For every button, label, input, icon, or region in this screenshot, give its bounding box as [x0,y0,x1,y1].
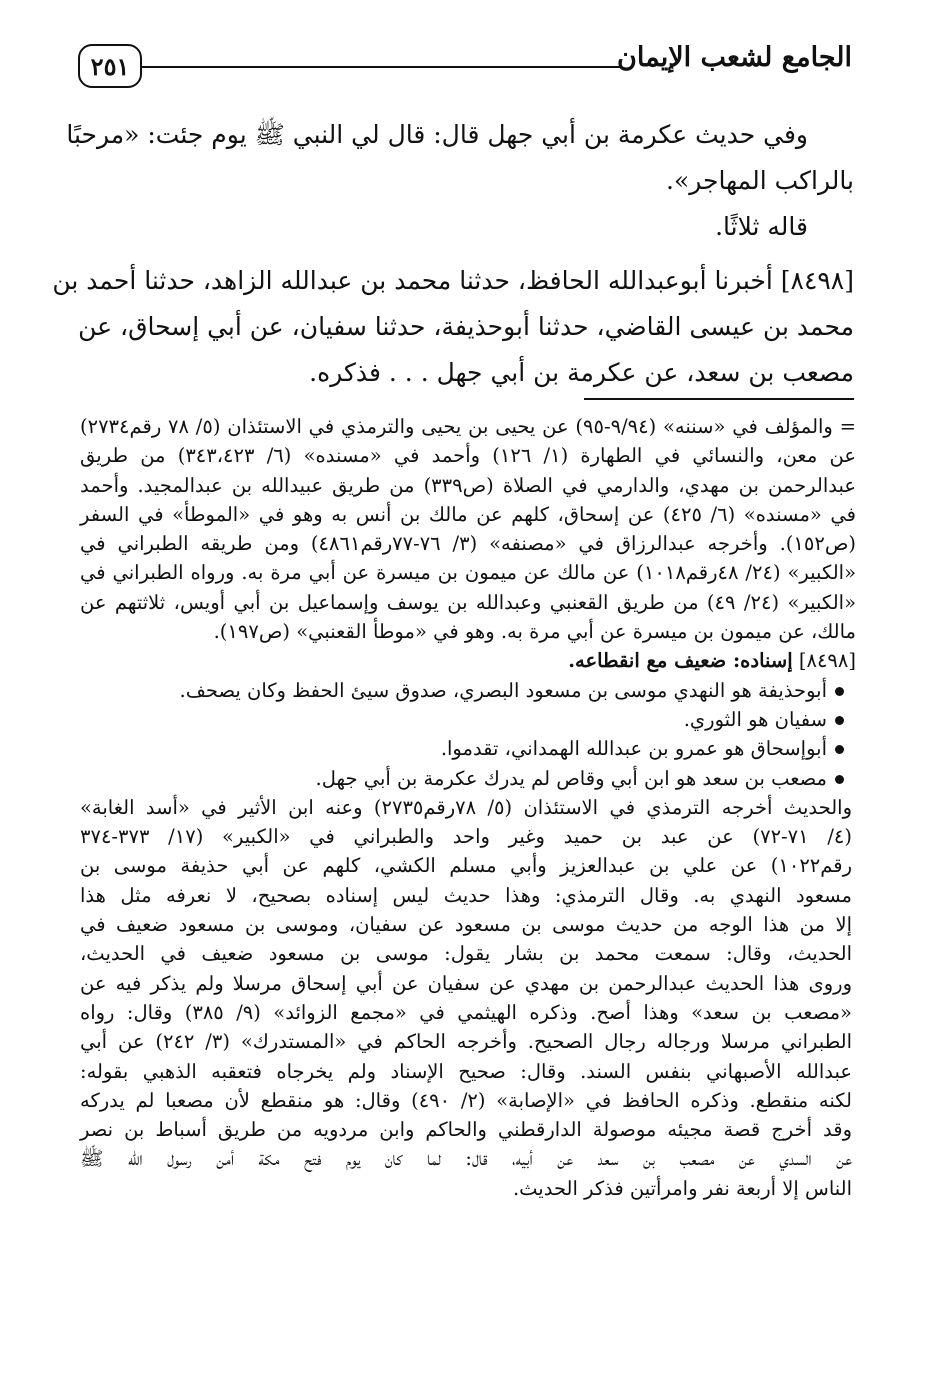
commentary-line: (٤/ ٧١-٧٢) عن عبد بن حميد وغير واحد والطبراني في «الكبير» (١٧/ ٣٧٣-٣٧٤ [80,825,852,849]
footnote-line: عبدالرحمن بن مهدي، والدارمي في الصلاة (ص٣٣٩) من طريق عبيدالله بن عبدالمجيد. وأحمد [80,473,856,497]
list-item [80,676,856,705]
commentary-line: لكنه منقطع. وذكره الحافظ في «الإصابة» (٢/ ٤٩٠) وقال: هو منقطع لأن مصعبا لم يدركه [80,1088,852,1112]
list-item-text: أبوحذيفة هو النهدي موسى بن مسعود البصري، صدوق سيئ الحفظ وكان يصحف. [179,678,827,702]
bullet-dot-icon [835,745,844,754]
footnote-line: = والمؤلف في «سننه» (٩/٩٤-٩٥) عن يحيى بن يحيى والترمذي في الاستئذان (٥/ ٧٨ رقم٢٧٣٤) [80,415,856,438]
narrator-list [80,676,856,793]
footnote-line: «الكبير» (٢٤/ ٤٩) من طريق القعنبي وعبدالله بن يوسف وإسماعيل بن أبي أويس، ثلاثتهم عن [80,590,856,614]
footnote-separator [584,398,854,400]
list-item-text: أبوإسحاق هو عمرو بن عبدالله الهمداني، تقدموا. [440,737,827,761]
isnad-heading-number: [٨٤٩٨] [798,649,856,673]
intro-line-1: وفي حديث عكرمة بن أبي جهل قال: قال لي النبي ﷺ يوم جئت: «مرحبًا [66,120,808,149]
commentary-line: وروى هذا الحديث عبدالرحمن بن مهدي عن سفيان عن أبي إسحاق مرسلا ولم يذكر فيه عن [80,971,852,995]
list-item [80,764,856,793]
header-rule [142,66,620,68]
main-text [52,112,854,396]
hadith-line-2: محمد بن عيسى القاضي، حدثنا أبوحذيفة، حدثنا سفيان، عن أبي إسحاق، عن [78,312,854,341]
commentary-line: إلا من هذا الوجه من حديث موسى بن مسعود عن سفيان، وموسى بن مسعود ضعيف في [80,913,852,937]
hadith-line-1: [٨٤٩٨] أخبرنا أبوعبدالله الحافظ، حدثنا محمد بن عبدالله الزاهد، حدثنا أحمد بن [52,266,854,295]
list-item [80,705,856,734]
commentary-line: عبدالله الأصبهاني بنفس السند. وقال: صحيح الإسناد ولم يخرجاه فتعقبه الذهبي بقوله: [80,1059,852,1083]
commentary-line: رقم١٠٢٢) عن علي بن عبدالعزيز وأبي مسلم الكشي، كلهم عن أبي حذيفة موسى بن [80,854,852,878]
footnote-line: (ص١٥٢). وأخرجه عبدالرزاق في «مصنفه» (٣/ ٧٦-٧٧رقم٤٨٦١) ومن طريقه الطبراني في [80,532,856,556]
commentary-line: الحديث، وقال: سمعت محمد بن بشار يقول: موسى بن مسعود ضعيف في الحديث، [80,942,852,966]
commentary-line: والحديث أخرجه الترمذي في الاستئذان (٥/ ٧٨رقم٢٧٣٥) وعنه ابن الأثير في «أسد الغابة» [80,795,852,819]
intro-line-2: بالراكب المهاجر». [666,166,854,195]
bullet-dot-icon [835,687,844,696]
bullet-dot-icon [835,775,844,784]
footnotes [80,412,856,1203]
commentary-line: مسعود النهدي به. وقال الترمذي: وهذا حديث ليس إسناده بصحيح، لا نعرفه مثل هذا [80,883,852,907]
list-item [80,734,856,763]
list-item-text: مصعب بن سعد هو ابن أبي وقاص لم يدرك عكرمة بن أبي جهل. [315,766,827,790]
footnote-line: في «مسنده» (٦/ ٤٢٥) عن إسحاق، كلهم عن مالك بن أنس به وهو في «الموطأ» في السفر [80,502,856,526]
footnote-commentary [80,793,856,1203]
hadith-8498 [52,258,854,396]
commentary-line: وقد أخرج قصة مجيئه موصولة الدارقطني والحاكم وابن مردويه من طريق أسباط بن نصر [80,1118,852,1142]
list-item-text: سفيان هو الثوري. [683,707,827,731]
intro-line-3: قاله ثلاثًا. [715,212,808,241]
isnad-heading [80,646,856,675]
page-number: ٢٥١ [78,44,142,88]
footnote-line: عن معن، والنسائي في الطهارة (١/ ١٢٦) وأحمد في «مسنده» (٦/ ٣٤٣،٤٢٣) من طريق [80,444,856,468]
footnote-line: مالك، عن ميمون بن ميسرة عن أبي مرة به. وهو في «موطأ القعنبي» (ص١٩٧). [213,620,856,644]
running-title: الجامع لشعب الإيمان [617,42,852,73]
bullet-dot-icon [835,716,844,725]
commentary-line: عن السدي عن مصعب بن سعد عن أبيه، قال: لما كان يوم فتح مكة أمن رسول الله ﷺ [80,1147,852,1171]
footnote-continued [80,412,856,646]
page-header [78,38,852,98]
commentary-line: الطبراني مرسلا ورجاله رجال الصحيح. وأخرجه الحاكم في «المستدرك» (٣/ ٢٤٢) عن أبي [80,1030,852,1054]
isnad-heading-text: إسناده: ضعيف مع انقطاعه. [568,649,793,673]
hadith-line-3: مصعب بن سعد، عن عكرمة بن أبي جهل . . . فذكره. [309,358,854,387]
commentary-line: «مصعب بن سعد» وهذا أصح. وذكره الهيثمي في «مجمع الزوائد» (٩/ ٣٨٥) وقال: رواه [80,1000,852,1024]
footnote-line: «الكبير» (٢٤/ ٤٨رقم١٠١٨) عن مالك عن ميمون بن ميسرة عن أبي مرة به. ورواه الطبراني في [80,561,856,585]
commentary-line: الناس إلا أربعة نفر وامرأتين فذكر الحديث. [512,1176,852,1200]
